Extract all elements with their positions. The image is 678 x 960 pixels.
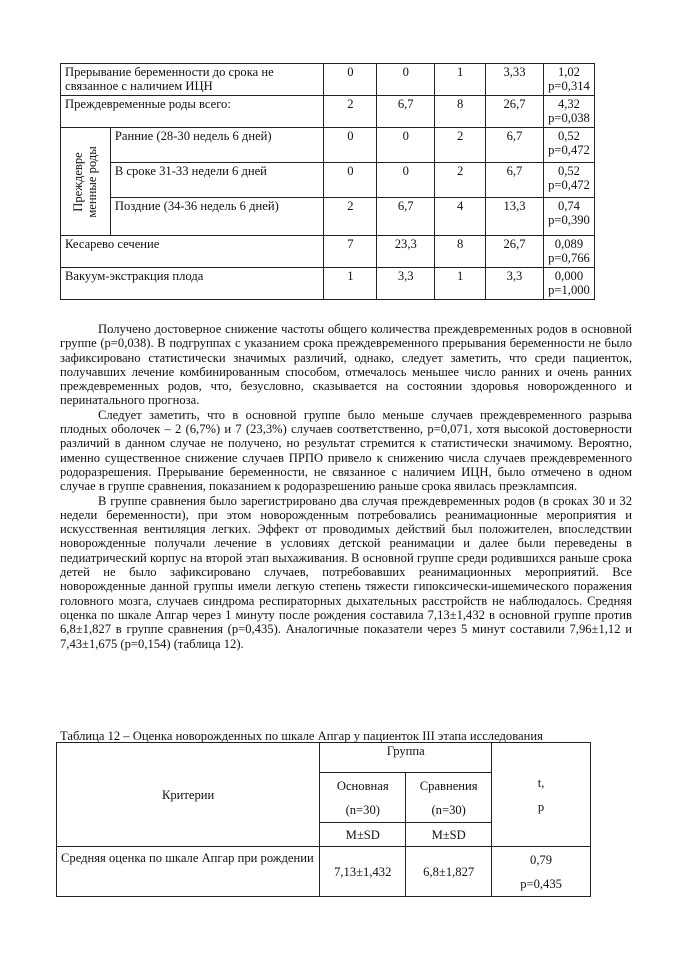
header-t: t, <box>537 775 545 790</box>
stat-value: 4,32 <box>557 97 580 111</box>
stat-cell <box>543 64 594 96</box>
stat-value: 0,79 <box>530 852 553 867</box>
p-value: р=0,766 <box>548 251 590 265</box>
stat-cell <box>492 847 591 897</box>
header-criteria: Критерии <box>57 743 320 847</box>
p-value: р=0,472 <box>548 178 590 192</box>
p-value: р=0,435 <box>520 876 562 891</box>
cell-value: 6,7 <box>377 96 435 128</box>
p-value: р=0,038 <box>548 111 590 125</box>
p-value: р=1,000 <box>548 283 590 297</box>
cell-value: 3,3 <box>486 268 544 300</box>
cell-value: 3,3 <box>377 268 435 300</box>
header-comparison-group: Сравнения (n=30) <box>406 773 492 823</box>
header-t-p <box>492 743 591 847</box>
stat-value: 0,74 <box>557 199 580 213</box>
apgar-table <box>56 742 591 897</box>
cell-value: 0 <box>377 163 435 198</box>
table-row <box>61 268 595 300</box>
cell-value: 7 <box>324 236 377 268</box>
stat-value: 0,089 <box>554 237 584 251</box>
cell-value: 6,7 <box>377 198 435 236</box>
table-row <box>61 96 595 128</box>
row-label: Ранние (28-30 недель 6 дней) <box>110 128 324 163</box>
cell-value: 26,7 <box>486 236 544 268</box>
cell-value: 1 <box>435 268 486 300</box>
cell-value: 7,13±1,432 <box>320 847 406 897</box>
outcomes-table <box>60 63 595 300</box>
row-label: Кесарево сечение <box>61 236 324 268</box>
body-text <box>60 322 632 651</box>
header-msd: M±SD <box>320 823 406 847</box>
cell-value: 6,7 <box>486 163 544 198</box>
cell-value: 2 <box>435 128 486 163</box>
table-row <box>61 163 595 198</box>
header-main-group: Основная (n=30) <box>320 773 406 823</box>
table-header-row <box>57 743 591 773</box>
stat-cell <box>543 128 594 163</box>
cell-value: 6,8±1,827 <box>406 847 492 897</box>
stat-cell <box>543 268 594 300</box>
row-label: Средняя оценка по шкале Апгар при рождении <box>57 847 320 897</box>
stat-cell <box>543 96 594 128</box>
table-row <box>57 847 591 897</box>
cell-value: 6,7 <box>486 128 544 163</box>
group-vertical-label: Преждевре менные роды <box>61 128 111 236</box>
cell-value: 4 <box>435 198 486 236</box>
cell-value: 1 <box>435 64 486 96</box>
paragraph: Получено достоверное снижение частоты общего количества преждевременных родов в основной группе (р=0,038). В подгруппах с указанием срока преждевременного прерывания беременности не было зафиксировано статистически значимых различий, однако, следует заметить, что среди пациенток, получавших лечение комбинированным способом, отмечалось меньшее число ранних и очень ранних преждевременных родов, что, безусловно, сказывается на состоянии здоровья новорожденного и перинатального прогноза. <box>60 322 632 408</box>
stat-value: 1,02 <box>557 65 580 79</box>
paragraph: В группе сравнения было зарегистрировано два случая преждевременных родов (в сроках 30 и 32 недели беременности), при этом новорожденным потребовались реанимационные мероприятия и искусственная вентиляция легких. Эффект от проводимых действий был положителен, впоследствии новорожденные получали лечение в условиях детской реанимации и далее были переведены в педиатрический корпус на второй этап выхаживания. В основной группе среди родившихся раньше срока детей не было зафиксировано случаев, потребовавших реанимационных мероприятий. Все новорожденные данной группы имели легкую степень тяжести гипоксически-ишемического поражения головного мозга, случаев синдрома респираторных дыхательных расстройств не наблюдалось. Средняя оценка по шкале Апгар через 1 минуту после рождения составила 7,13±1,432 в основной группе против 6,8±1,827 в группе сравнения (р=0,435). Аналогичные показатели через 5 минут составили 7,96±1,12 и 7,43±1,675 (р=0,154) (таблица 12). <box>60 493 632 651</box>
cell-value: 2 <box>435 163 486 198</box>
cell-value: 0 <box>377 128 435 163</box>
header-msd: M±SD <box>406 823 492 847</box>
cell-value: 0 <box>377 64 435 96</box>
cell-value: 0 <box>324 128 377 163</box>
row-label: Прерывание беременности до срока не связанное с наличием ИЦН <box>61 64 324 96</box>
stat-cell <box>543 236 594 268</box>
paragraph: Следует заметить, что в основной группе было меньше случаев преждевременного разрыва плодных оболочек – 2 (6,7%) и 7 (23,3%) случаев соответственно, р=0,071, хотя высокой достоверности различий в данном случае не получено, но результат стремится к статистически значимому. Вероятно, именно существенное снижение случаев ПРПО привело к снижению числа случаев преждевременного родоразрешения. Прерывание беременности, не связанное с наличием ИЦН, было отмечено в одном случае в группе сравнения, показанием к родоразрешению раньше срока явилась преэклампсия. <box>60 407 632 494</box>
table-row <box>61 236 595 268</box>
cell-value: 2 <box>324 96 377 128</box>
cell-value: 23,3 <box>377 236 435 268</box>
row-label: Поздние (34-36 недель 6 дней) <box>110 198 324 236</box>
header-p: р <box>537 799 545 814</box>
cell-value: 26,7 <box>486 96 544 128</box>
cell-value: 1 <box>324 268 377 300</box>
stat-value: 0,52 <box>557 164 580 178</box>
table-row <box>61 64 595 96</box>
cell-value: 0 <box>324 163 377 198</box>
cell-value: 2 <box>324 198 377 236</box>
row-label: Вакуум-экстракция плода <box>61 268 324 300</box>
p-value: р=0,314 <box>548 79 590 93</box>
cell-value: 0 <box>324 64 377 96</box>
stat-value: 0,52 <box>557 129 580 143</box>
cell-value: 8 <box>435 236 486 268</box>
stat-cell <box>543 163 594 198</box>
row-label: В сроке 31-33 недели 6 дней <box>110 163 324 198</box>
stat-value: 0,000 <box>554 269 584 283</box>
stat-cell <box>543 198 594 236</box>
p-value: р=0,472 <box>548 143 590 157</box>
table-row <box>61 198 595 236</box>
cell-value: 13,3 <box>486 198 544 236</box>
row-label: Преждевременные роды всего: <box>61 96 324 128</box>
p-value: р=0,390 <box>548 213 590 227</box>
table-caption: Таблица 12 – Оценка новорожденных по шкале Апгар у пациенток III этапа исследования <box>60 729 543 743</box>
cell-value: 8 <box>435 96 486 128</box>
header-group: Группа <box>320 743 492 773</box>
cell-value: 3,33 <box>486 64 544 96</box>
table-row <box>61 128 595 163</box>
